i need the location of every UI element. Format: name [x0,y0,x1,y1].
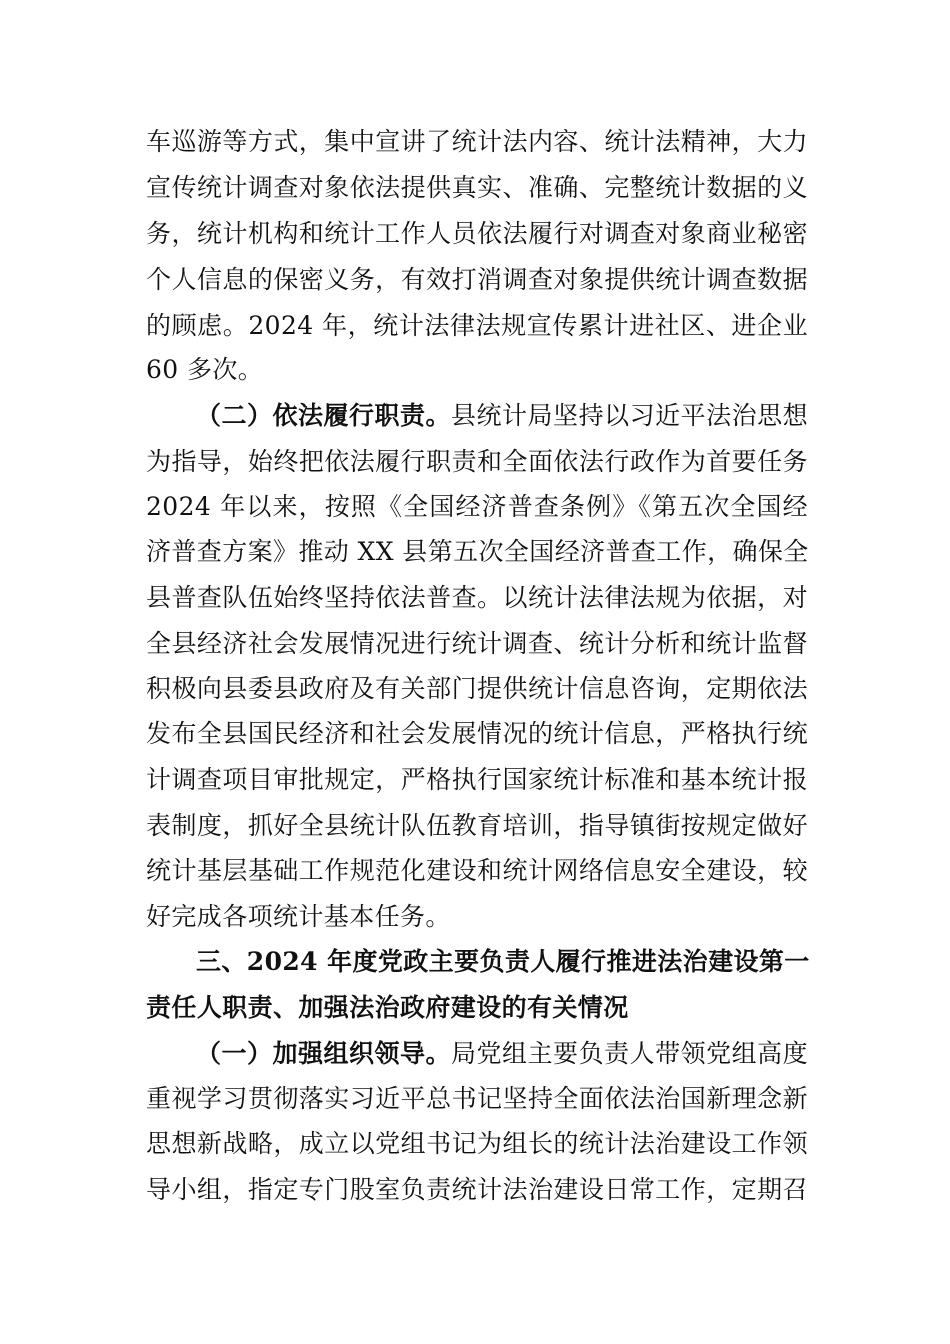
text-line: 好完成各项统计基本任务。 [146,902,451,931]
text-line: 60 多次。 [146,355,264,384]
text-line: 车巡游等方式，集中宣讲了统计法内容、统计法精神，大力 [146,127,808,156]
text-line: 2024 年以来，按照《全国经济普查条例》《第五次全国经 [146,492,808,521]
text-line: 务，统计机构和统计工作人员依法履行对调查对象商业秘密 [146,219,808,248]
paragraph-heading: （二）依法履行职责。 [196,401,452,430]
text-line: 为指导，始终把依法履行职责和全面依法行政作为首要任务 [146,447,808,476]
text-line: 济普查方案》推动 XX 县第五次全国经济普查工作，确保全 [146,537,809,566]
text-line: 积极向县委县政府及有关部门提供统计信息咨询，定期依法 [146,674,808,703]
text-line: 重视学习贯彻落实习近平总书记坚持全面依法治国新理念新 [146,1084,808,1113]
section-title: 责任人职责、加强法治政府建设的有关情况 [146,993,629,1022]
text-line: 发布全县国民经济和社会发展情况的统计信息，严格执行统 [146,719,808,748]
text-line: 个人信息的保密义务，有效打消调查对象提供统计调查数据 [146,265,808,294]
paragraph-text: 局党组主要负责人带领党组高度 [451,1039,808,1068]
paragraph-heading: （一）加强组织领导。 [196,1039,452,1068]
text-line: 的顾虑。2024 年，统计法律法规宣传累计进社区、进企业 [146,311,808,340]
paragraph-text: 县统计局坚持以习近平法治思想 [451,401,808,430]
text-line: 计调查项目审批规定，严格执行国家统计标准和基本统计报 [146,765,808,794]
paragraph-first-line [196,396,808,436]
paragraph-first-line [196,1034,808,1074]
text-line: 统计基层基础工作规范化建设和统计网络信息安全建设，较 [146,856,808,885]
section-title: 三、2024 年度党政主要负责人履行推进法治建设第一 [196,947,810,976]
text-line: 思想新战略，成立以党组书记为组长的统计法治建设工作领 [146,1129,808,1158]
text-line: 宣传统计调查对象依法提供真实、准确、完整统计数据的义 [146,173,808,202]
text-line: 县普查队伍始终坚持依法普查。以统计法律法规为依据，对 [146,583,808,612]
text-line: 导小组，指定专门股室负责统计法治建设日常工作，定期召 [146,1175,808,1204]
text-line: 表制度，抓好全县统计队伍教育培训，指导镇街按规定做好 [146,811,808,840]
text-line: 全县经济社会发展情况进行统计调查、统计分析和统计监督 [146,629,808,658]
